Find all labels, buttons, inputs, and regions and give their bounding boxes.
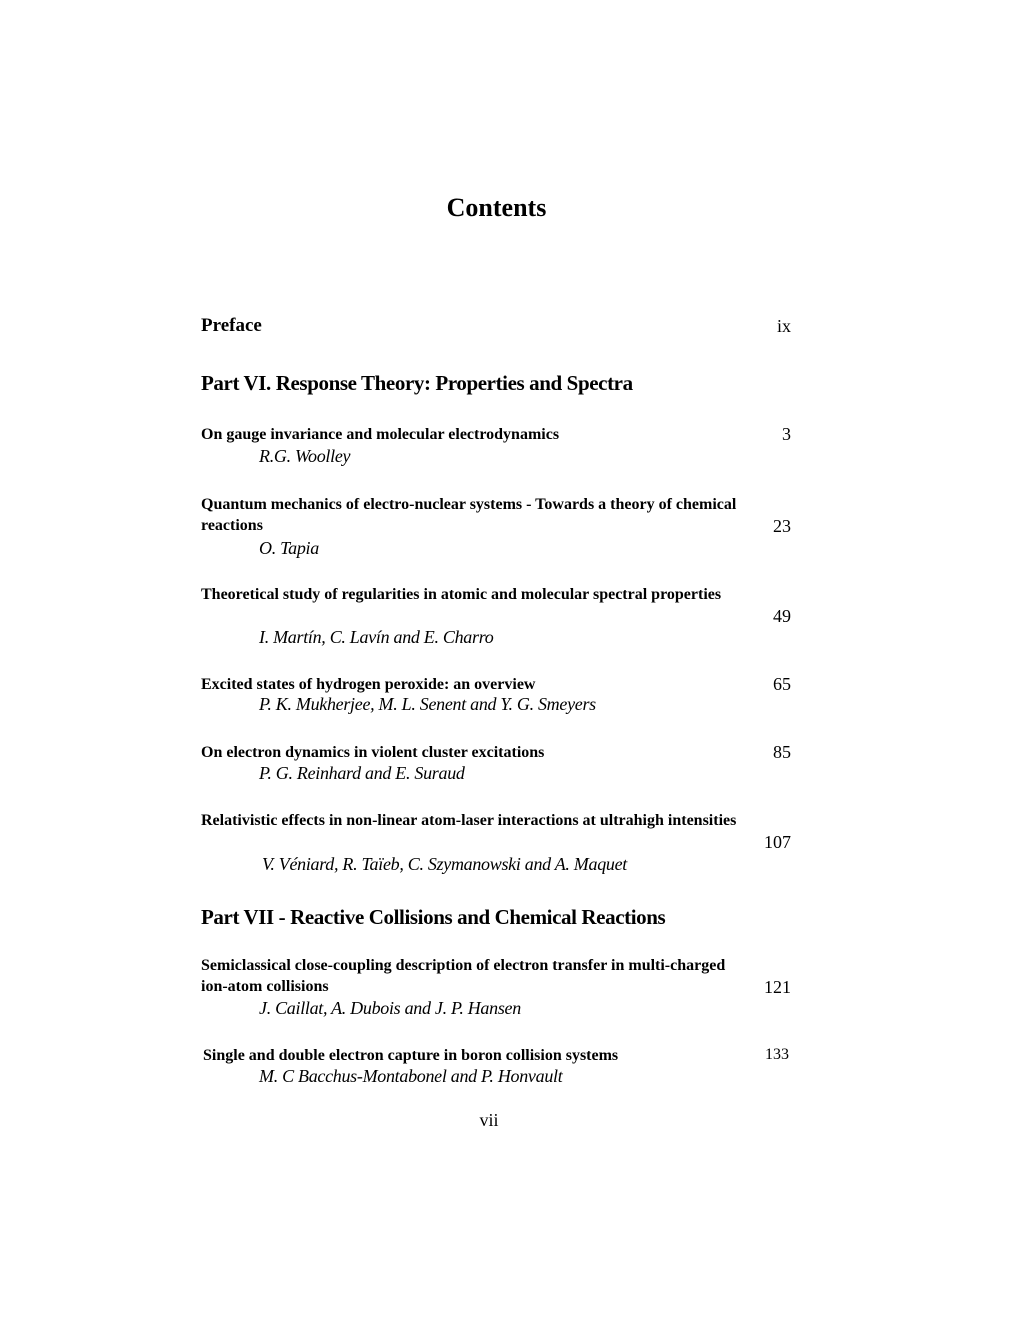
entry-page: 65 xyxy=(773,674,791,694)
entry-authors: I. Martín, C. Lavín and E. Charro xyxy=(259,627,494,647)
entry-page: 121 xyxy=(764,977,791,997)
entry-authors: R.G. Woolley xyxy=(259,446,351,466)
entry-title: Relativistic effects in non-linear atom-laser interactions at ultrahigh intensities xyxy=(201,812,737,829)
entry-page: 85 xyxy=(773,742,791,762)
entry-authors: O. Tapia xyxy=(259,538,319,558)
entry-authors: V. Véniard, R. Taïeb, C. Szymanowski and A. Maquet xyxy=(262,854,627,874)
entry-authors: P. K. Mukherjee, M. L. Senent and Y. G. Smeyers xyxy=(259,694,596,714)
entry-authors: P. G. Reinhard and E. Suraud xyxy=(259,763,465,783)
entry-title: Single and double electron capture in boron collision systems xyxy=(203,1047,619,1064)
entry-title: Semiclassical close-coupling description of electron transfer in multi-charged ion-atom collisions xyxy=(201,957,726,995)
entry-title: Quantum mechanics of electro-nuclear systems - Towards a theory of chemical reactions xyxy=(201,496,737,534)
entry-title: Theoretical study of regularities in atomic and molecular spectral properties xyxy=(201,586,722,603)
page-number: vii xyxy=(479,1110,499,1130)
page-title: Contents xyxy=(446,193,547,222)
preface-page: ix xyxy=(776,316,791,336)
part-heading: Part VII - Reactive Collisions and Chemical Reactions xyxy=(201,905,666,929)
preface-label: Preface xyxy=(201,315,262,336)
entry-page: 3 xyxy=(782,424,791,444)
entry-title: On electron dynamics in violent cluster excitations xyxy=(201,744,545,761)
entry-title: Excited states of hydrogen peroxide: an overview xyxy=(201,676,536,693)
entry-page: 133 xyxy=(765,1046,789,1063)
part-heading: Part VI. Response Theory: Properties and Spectra xyxy=(201,371,633,395)
entry-title: On gauge invariance and molecular electrodynamics xyxy=(201,426,560,443)
entry-page: 23 xyxy=(773,516,791,536)
entry-page: 49 xyxy=(773,606,791,626)
entry-authors: M. C Bacchus-Montabonel and P. Honvault xyxy=(259,1066,563,1086)
entry-page: 107 xyxy=(764,832,791,852)
entry-authors: J. Caillat, A. Dubois and J. P. Hansen xyxy=(259,998,521,1018)
